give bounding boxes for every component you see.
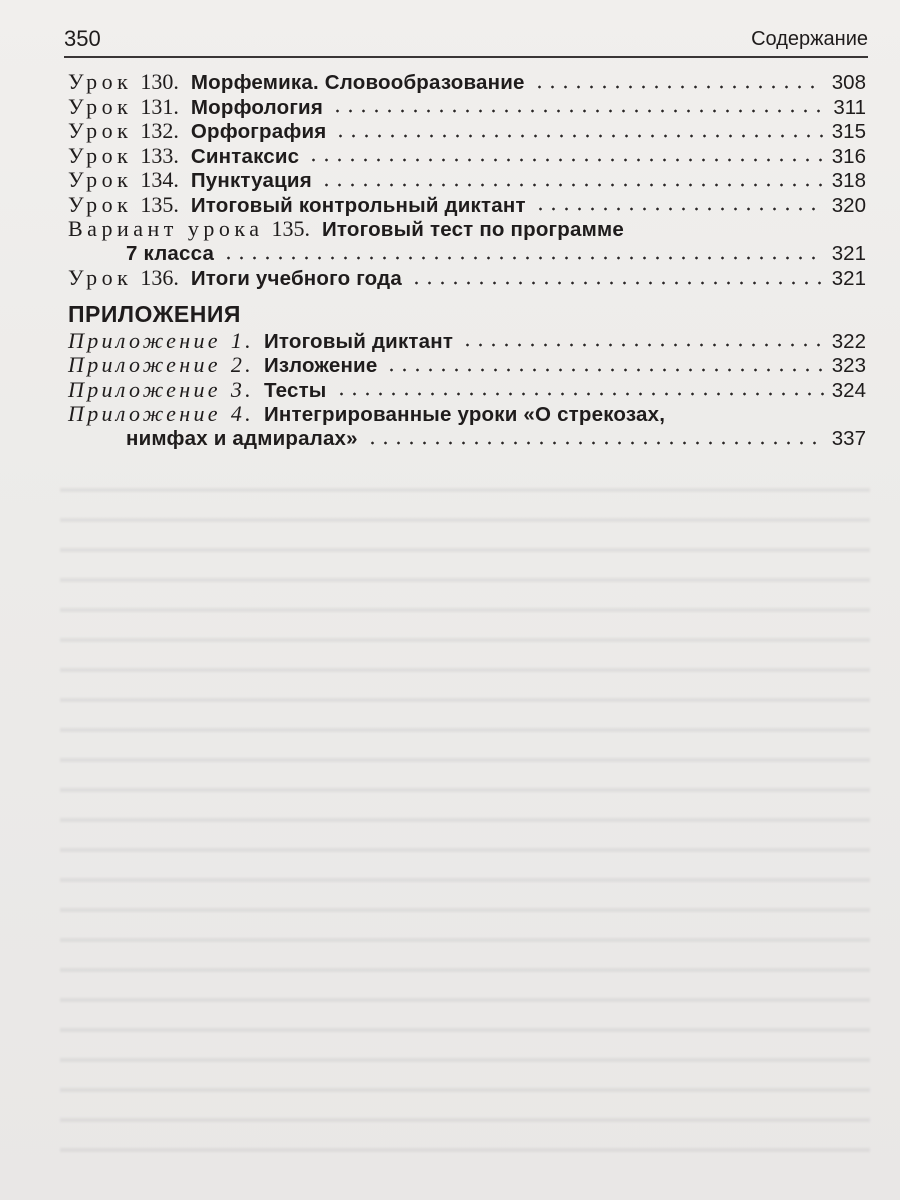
leader-dots [534,207,824,211]
bleed-through-texture [60,470,870,1170]
entry-label: Урок [68,69,133,94]
entry-title-line2: 7 класса [126,241,215,265]
entry-page: 311 [833,95,866,119]
entry-page: 321 [831,241,866,265]
leader-dots [461,343,824,347]
entry-title: Итоговый контрольный диктант [190,193,526,217]
entry-page: 308 [831,71,866,94]
entry-label: Приложение [68,401,221,426]
entry-label: Урок [68,142,133,168]
toc-entry-lesson-136[interactable] [68,266,866,291]
leader-dots [222,256,824,260]
leader-dots [334,134,823,138]
entry-second-line [68,427,866,452]
leader-dots [307,158,824,162]
entry-label: Урок [68,265,133,290]
entry-title: Морфология [190,95,324,119]
entry-page: 320 [831,193,866,217]
entry-number: 133. [140,142,179,168]
entry-title-line1: Интегрированные уроки «О стрекозах, [263,403,666,426]
leader-dots [533,85,824,89]
entry-label: Приложение [68,376,221,402]
entry-title: Орфография [190,120,327,143]
entry-page: 322 [831,329,866,353]
toc-entry-appendix-1[interactable] [68,329,866,354]
leader-dots [320,183,824,187]
entry-page: 337 [831,426,866,450]
entry-first-line [68,217,866,242]
entry-number: 3. [230,376,254,402]
entry-title-line2: нимфах и адмиралах» [126,426,358,450]
toc-entry-lesson-134[interactable] [68,168,866,193]
entry-title: Итоги учебного года [190,267,402,290]
running-head: Содержание [751,28,868,50]
entry-title: Синтаксис [190,144,300,168]
toc-entry-variant-135[interactable] [68,217,866,266]
entry-title: Итоговый диктант [263,329,454,353]
entry-label: Урок [68,93,133,119]
entry-number: 131. [140,93,179,119]
entry-number: 132. [140,118,179,143]
leader-dots [366,441,824,445]
entry-page: 321 [831,267,866,290]
entry-title: Тесты [263,378,327,402]
entry-title-line1: Итоговый тест по программе [321,218,624,241]
entry-title: Изложение [263,354,378,377]
entry-page: 318 [831,169,866,192]
toc-entry-lesson-132[interactable] [68,119,866,144]
entry-label: Вариант урока [68,216,264,241]
toc-entry-lesson-131[interactable] [68,95,866,120]
entry-number: 135. [271,216,310,241]
entry-label: Урок [68,167,133,192]
entry-label: Урок [68,191,133,217]
leader-dots [331,109,825,113]
entry-page: 316 [831,144,866,168]
entry-first-line [68,402,866,427]
page-number: 350 [64,26,101,51]
entry-second-line [68,242,866,267]
appendices-heading: ПРИЛОЖЕНИЯ [68,300,241,327]
toc-entry-lesson-135[interactable] [68,193,866,218]
page-header [64,26,868,58]
entry-number: 1. [230,327,254,353]
entry-label: Приложение [68,327,221,353]
entry-label: Приложение [68,352,221,377]
entry-title: Морфемика. Словообразование [190,71,525,94]
entry-number: 4. [230,401,254,426]
leader-dots [335,392,824,396]
entry-number: 134. [140,167,179,192]
toc-entry-lesson-130[interactable] [68,70,866,95]
leader-dots [410,281,824,285]
toc-entry-lesson-133[interactable] [68,144,866,169]
entry-page: 324 [831,378,866,402]
entry-title: Пунктуация [190,169,312,192]
entry-page: 323 [831,354,866,377]
entry-label: Урок [68,118,133,143]
entry-number: 136. [140,265,179,290]
table-of-contents [68,70,866,451]
toc-entry-appendix-3[interactable] [68,378,866,403]
entry-number: 135. [140,191,179,217]
toc-entry-appendix-4[interactable] [68,402,866,451]
toc-entry-appendix-2[interactable] [68,353,866,378]
entry-number: 130. [140,69,179,94]
leader-dots [385,368,823,372]
entry-number: 2. [230,352,254,377]
entry-page: 315 [831,120,866,143]
